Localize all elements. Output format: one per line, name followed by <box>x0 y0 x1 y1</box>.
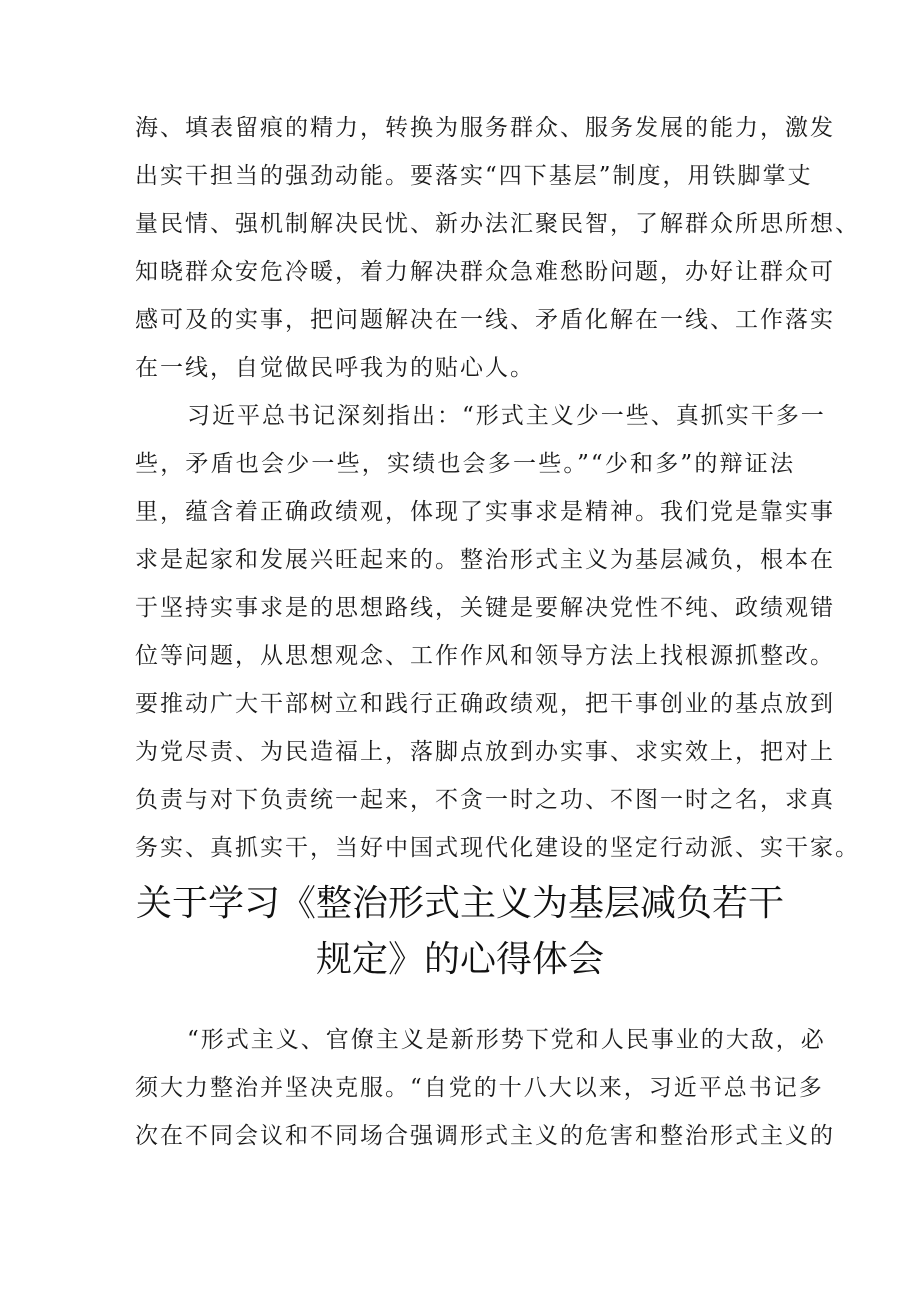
text-line: 知晓群众安危冷暖，着力解决群众急难愁盼问题，办好让群众可 <box>135 259 835 285</box>
paragraph-2 <box>135 392 860 872</box>
text-line: 海、填表留痕的精力，转换为服务群众、服务发展的能力，激发 <box>135 115 835 141</box>
paragraph-1 <box>135 104 860 392</box>
text-line: 习近平总书记深刻指出：“形式主义少一些、真抓实干多一 <box>187 403 826 429</box>
text-line: 求是起家和发展兴旺起来的。整治形式主义为基层减负，根本在 <box>135 547 835 573</box>
text-line: 感可及的实事，把问题解决在一线、矛盾化解在一线、工作落实 <box>135 307 835 333</box>
text-line: 须大力整治并坚决克服。“自党的十八大以来，习近平总书记多 <box>135 1075 824 1101</box>
paragraph-3 <box>135 1016 835 1160</box>
text-line: 次在不同会议和不同场合强调形式主义的危害和整治形式主义的 <box>135 1123 835 1149</box>
text-line: 里，蕴含着正确政绩观，体现了实事求是精神。我们党是靠实事 <box>135 499 835 525</box>
text-line: 量民情、强机制解决民忧、新办法汇聚民智，了解群众所思所想、 <box>135 211 860 237</box>
article-title <box>110 876 810 988</box>
title-line-2: 规定》的心得体会 <box>315 939 604 980</box>
text-line: 于坚持实事求是的思想路线，关键是要解决党性不纯、政绩观错 <box>135 595 835 621</box>
text-line: 些，矛盾也会少一些，实绩也会多一些。”“少和多”的辩证法 <box>135 451 795 477</box>
text-line: 负责与对下负责统一起来，不贪一时之功、不图一时之名，求真 <box>135 787 835 813</box>
text-line: 为党尽责、为民造福上，落脚点放到办实事、求实效上，把对上 <box>135 739 835 765</box>
text-line: 要推动广大干部树立和践行正确政绩观，把干事创业的基点放到 <box>135 691 835 717</box>
text-line: 位等问题，从思想观念、工作作风和领导方法上找根源抓整改。 <box>135 643 835 669</box>
text-line: “形式主义、官僚主义是新形势下党和人民事业的大敌，必 <box>187 1027 826 1053</box>
text-line: 务实、真抓实干，当好中国式现代化建设的坚定行动派、实干家。 <box>135 835 860 861</box>
text-line: 出实干担当的强劲动能。要落实“四下基层”制度，用铁脚掌丈 <box>135 163 813 189</box>
text-line: 在一线，自觉做民呼我为的贴心人。 <box>135 355 535 381</box>
title-line-1: 关于学习《整治形式主义为基层减负若干 <box>135 883 784 924</box>
